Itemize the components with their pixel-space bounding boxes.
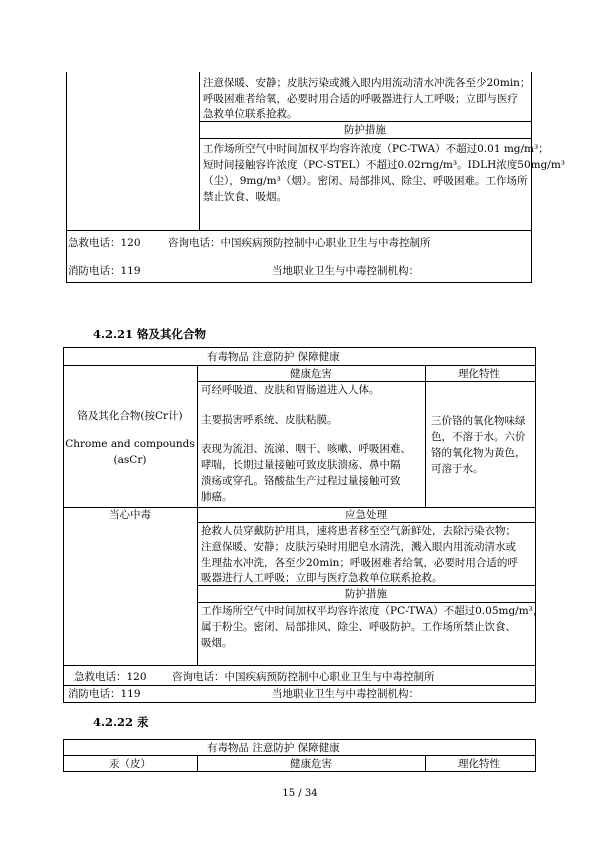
protection-line: 工作场所空气中时间加权平均容许浓度（PC-TWA）不超过0.05mg/m³， — [201, 605, 544, 617]
protection-header: 防护措施 — [345, 588, 387, 600]
protection-line: （尘），9mg/m³（烟）。密闭、局部排风、除尘、呼吸困难。工作场所 — [203, 175, 528, 187]
warning-banner: 有毒物品 注意防护 保障健康 — [207, 742, 340, 754]
protection-line: 短时间接触容许浓度（PC-STEL）不超过0.02rng/m³。IDLH浓度50mg/m³ — [203, 159, 566, 171]
protection-line: 吸烟。 — [201, 637, 233, 649]
emergency-header: 应急处理 — [345, 509, 387, 521]
physchem-line: 三价铬的氧化物味绿 — [431, 415, 526, 427]
fire-phone: 消防电话：119 — [68, 688, 141, 700]
caution-label: 当心中毒 — [109, 509, 151, 521]
physchem-line: 色，不溶于水。六价 — [431, 431, 526, 443]
first-aid-line: 注意保暖、安静；皮肤污染或溅入眼内用流动清水冲洗各至少20min； — [203, 77, 531, 89]
health-line: 表现为流泪、流涕、咽干、咳嗽、呼吸困难、 — [201, 443, 411, 455]
protection-line: 禁止饮食、吸烟。 — [203, 191, 287, 203]
physchem-line: 铬的氧化物为黄色， — [431, 447, 526, 459]
consult-phone: 咨询电话：中国疾病预防控制中心职业卫生与中毒控制所 — [172, 671, 435, 683]
health-line: 哮喘，长期过量接触可致皮肤溃疡、鼻中隔 — [201, 459, 401, 471]
health-hazard-header: 健康危害 — [290, 368, 332, 380]
emergency-line: 注意保暖、安静；皮肤污染时用肥皂水清洗，溅入眼内用流动清水或 — [201, 541, 516, 553]
local-agency: 当地职业卫生与中毒控制机构： — [272, 688, 419, 700]
physchem-line: 可溶于水。 — [431, 463, 484, 475]
health-line: 肺癌。 — [201, 491, 233, 503]
emergency-phone: 急救电话：120 — [68, 237, 141, 249]
physchem-header: 理化特性 — [458, 758, 500, 770]
health-line: 溃疡或穿孔。铬酸盐生产过程过量接触可致 — [201, 475, 401, 487]
health-line: 可经呼吸道、皮肤和胃肠道进入人体。 — [201, 384, 380, 396]
emergency-phone: 急救电话：120 — [74, 671, 147, 683]
physchem-header: 理化特性 — [458, 368, 500, 380]
emergency-line: 生理盐水冲洗，各至少20min；呼吸困难者给氧，必要时用合适的呼 — [201, 557, 518, 569]
substance-name-cn: 铬及其化合物(按Cr计) — [77, 410, 183, 422]
substance-name: 汞（皮） — [109, 758, 151, 770]
section-heading-4-2-21: 4.2.21 铬及其化合物 — [93, 327, 207, 341]
protection-line: 工作场所空气中时间加权平均容许浓度（PC-TWA）不超过0.01 mg/m³； — [203, 143, 549, 155]
consult-phone: 咨询电话：中国疾病预防控制中心职业卫生与中毒控制所 — [168, 237, 431, 249]
first-aid-line: 呼吸困难者给氧，必要时用合适的呼吸器进行人工呼吸；立即与医疗 — [203, 93, 518, 105]
substance-name-en-2: (asCr) — [113, 454, 147, 466]
protection-header: 防护措施 — [344, 124, 386, 136]
emergency-line: 抢救人员穿戴防护用具，速将患者移至空气新鲜处，去除污染衣物； — [201, 525, 516, 537]
health-hazard-header: 健康危害 — [290, 758, 332, 770]
protection-line: 属于粉尘。密闭、局部排风、除尘、呼吸防护。工作场所禁止饮食、 — [201, 621, 516, 633]
first-aid-line: 急救单位联系抢救。 — [203, 108, 298, 120]
local-agency: 当地职业卫生与中毒控制机构： — [272, 265, 419, 277]
substance-name-en: Chrome and compounds — [65, 438, 195, 450]
section-heading-4-2-22: 4.2.22 汞 — [93, 715, 149, 729]
warning-banner: 有毒物品 注意防护 保障健康 — [207, 351, 340, 363]
fire-phone: 消防电话：119 — [68, 265, 141, 277]
page-number: 15 / 34 — [282, 788, 318, 799]
health-line: 主要损害呼系统、皮肤粘膜。 — [201, 414, 338, 426]
emergency-line: 吸器进行人工呼吸；立即与医疗急救单位联系抢救。 — [201, 572, 443, 584]
